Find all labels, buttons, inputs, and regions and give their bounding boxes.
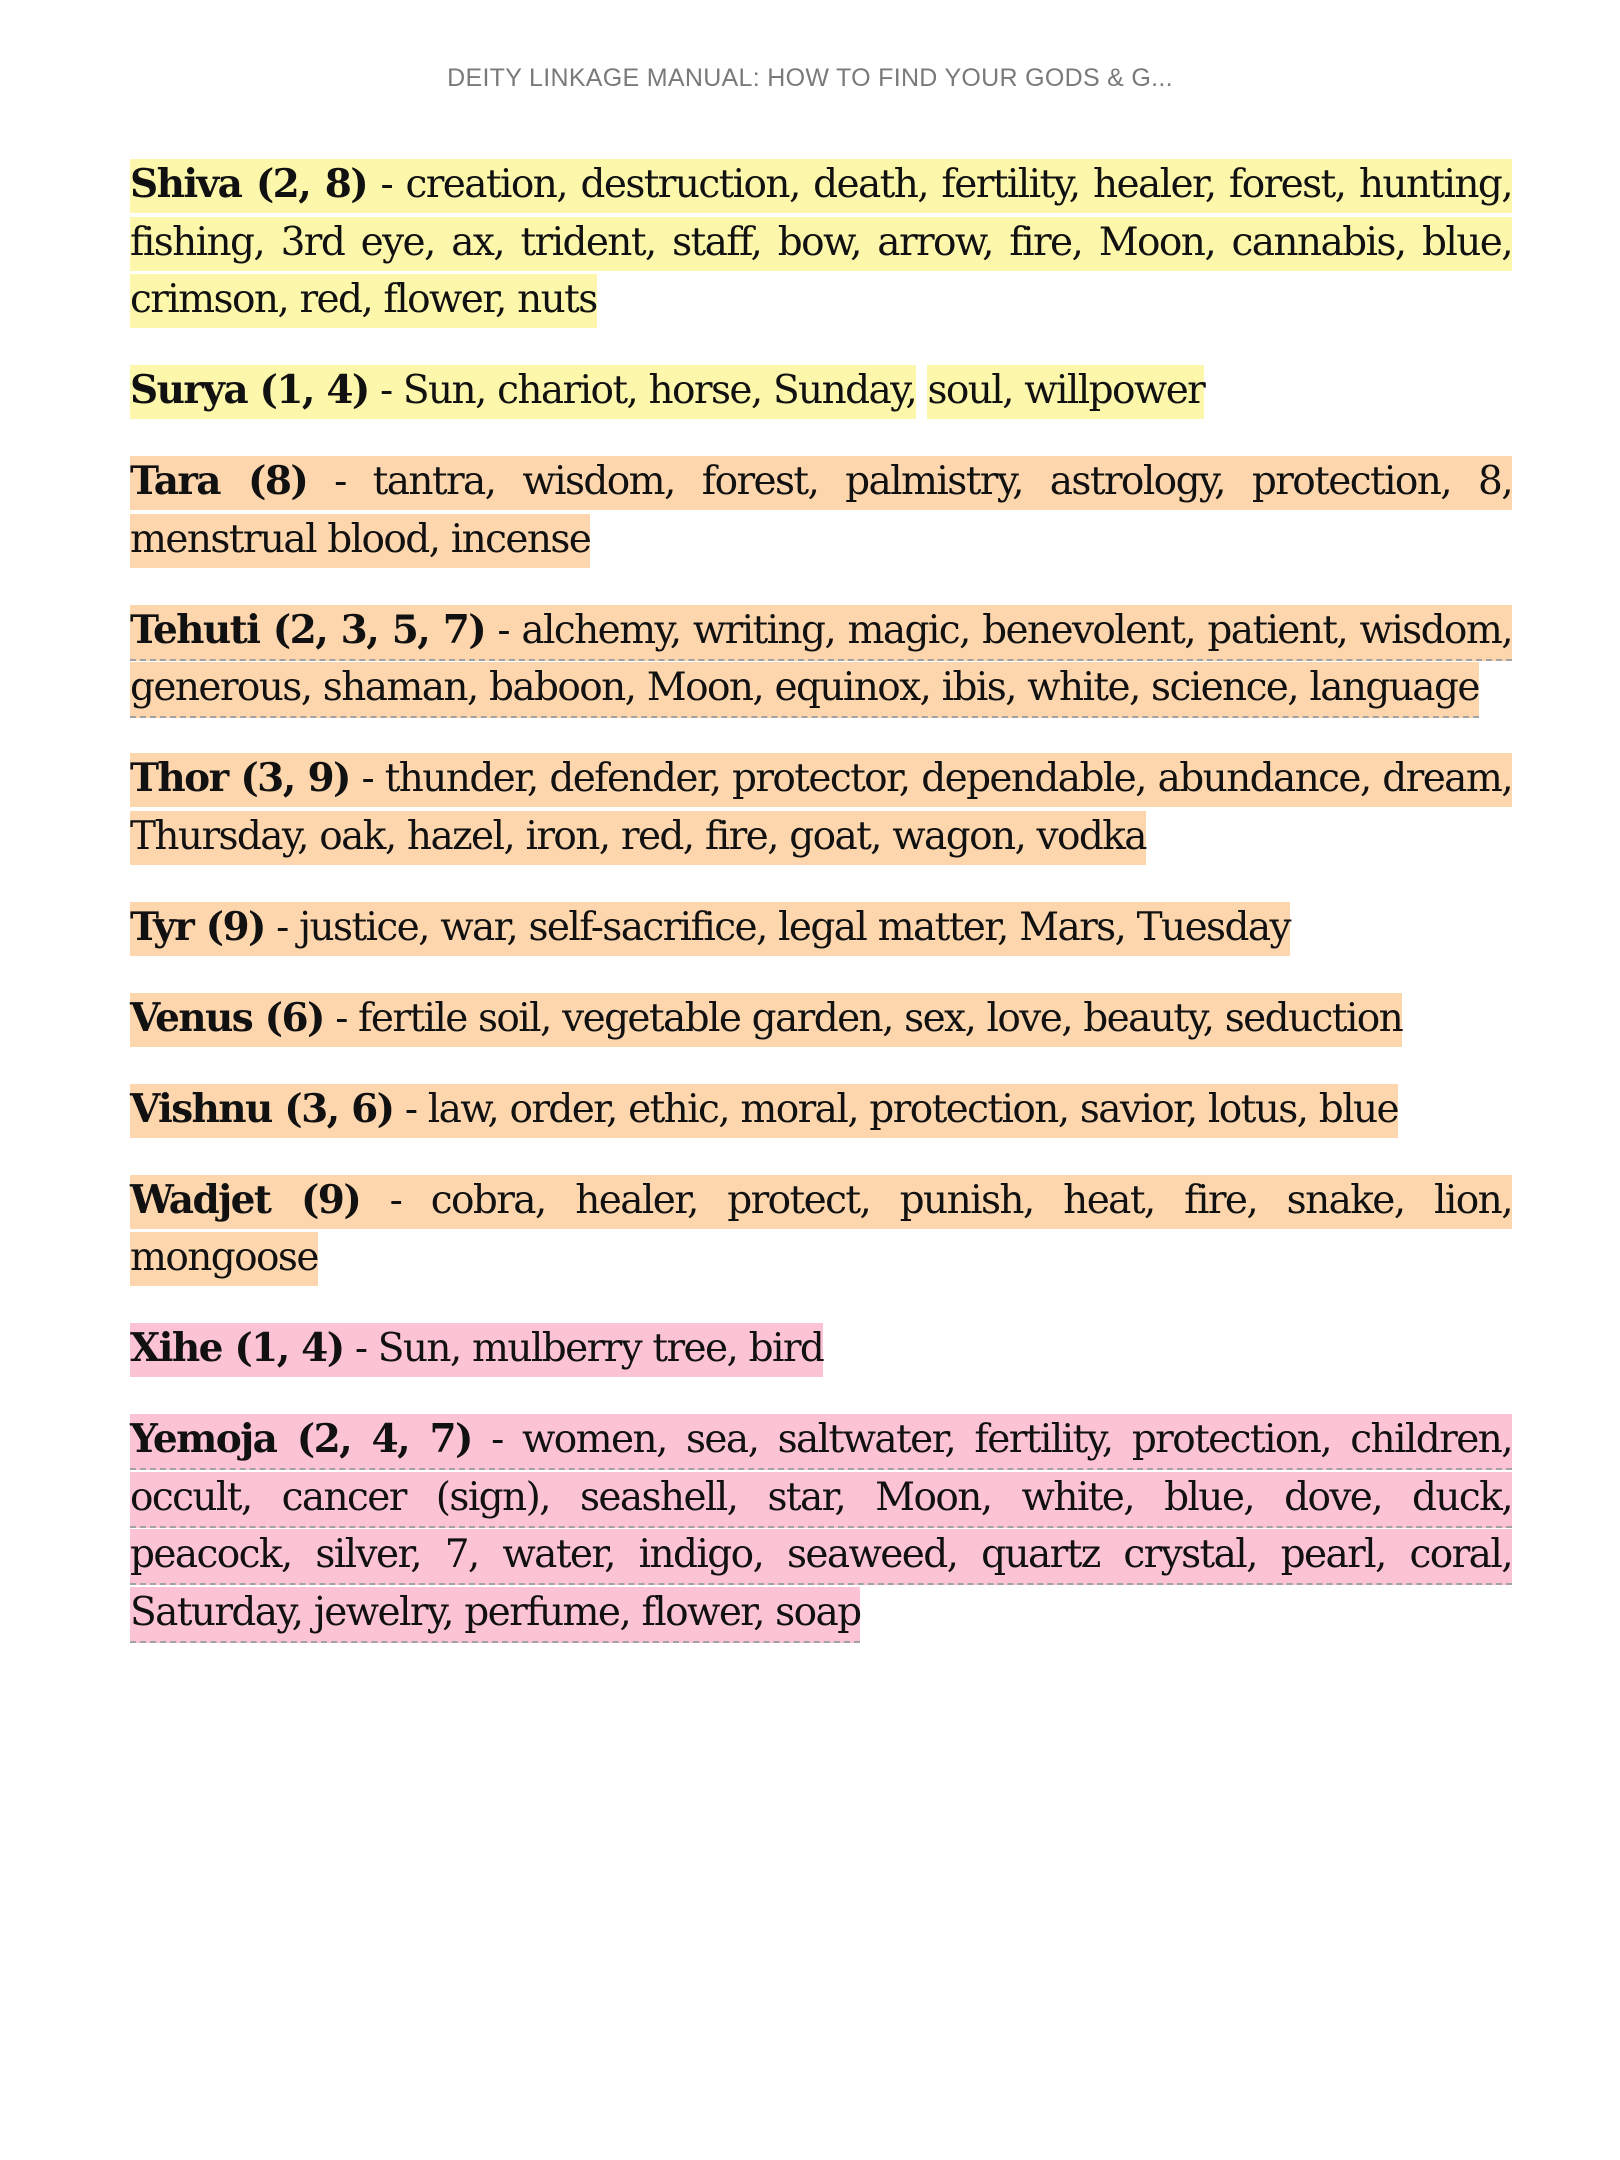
entry-thor	[130, 750, 1512, 865]
deity-name: Tyr (9)	[130, 903, 265, 950]
entry-vishnu	[130, 1081, 1512, 1139]
entry-tyr	[130, 899, 1512, 957]
deity-attributes: - cobra, healer, protect, punish, heat, fire, snake, lion, mongoose	[130, 1177, 1512, 1280]
entry-tara	[130, 453, 1512, 568]
deity-name: Thor (3, 9)	[130, 755, 350, 801]
deity-name: Xihe (1, 4)	[130, 1325, 344, 1371]
highlight-yellow-2[interactable]	[927, 365, 1204, 419]
deity-attributes: - Sun, chariot, horse, Sunday,	[368, 368, 917, 413]
highlight-orange[interactable]	[130, 993, 1402, 1047]
entry-tehuti	[130, 602, 1512, 717]
deity-attributes-continued: soul, willpower	[927, 368, 1205, 413]
highlight-orange[interactable]	[130, 456, 1512, 568]
highlight-orange[interactable]	[130, 902, 1290, 956]
entry-shiva	[130, 156, 1512, 329]
deity-attributes: - tantra, wisdom, forest, palmistry, astrology, protection, 8, menstrual blood, incense	[130, 459, 1512, 562]
deity-name: Surya (1, 4)	[130, 367, 369, 413]
deity-name: Shiva (2, 8)	[130, 161, 368, 207]
deity-attributes: - Sun, mulberry tree, bird	[343, 1326, 824, 1371]
highlight-orange[interactable]	[130, 1175, 1512, 1287]
deity-name: Wadjet (9)	[130, 1176, 361, 1223]
highlight-orange[interactable]	[130, 753, 1512, 865]
deity-attributes: - law, order, ethic, moral, protection, savior, lotus, blue	[393, 1086, 1399, 1132]
highlight-pink-with-note[interactable]	[130, 1414, 1512, 1643]
deity-name: Tara (8)	[130, 458, 308, 504]
highlight-pink[interactable]	[130, 1323, 823, 1377]
entry-yemoja	[130, 1411, 1512, 1641]
highlight-orange-with-note[interactable]	[130, 605, 1512, 719]
entry-wadjet	[130, 1172, 1512, 1287]
deity-attributes: - justice, war, self-sacrifice, legal matter, Mars, Tuesday	[264, 904, 1290, 950]
deity-name: Vishnu (3, 6)	[130, 1085, 394, 1132]
deity-attributes: - fertile soil, vegetable garden, sex, love, beauty, seduction	[323, 995, 1403, 1041]
deity-name: Yemoja (2, 4, 7)	[130, 1416, 472, 1462]
deity-name: Tehuti (2, 3, 5, 7)	[130, 606, 486, 653]
book-title: DEITY LINKAGE MANUAL: HOW TO FIND YOUR GODS & G...	[447, 64, 1173, 92]
entry-xihe	[130, 1320, 1512, 1378]
deity-attributes: - women, sea, saltwater, fertility, protection, children, occult, cancer (sign), seashell, star, Moon, white, blue, dove, duck, peacock, silver, 7, water, indigo, seaweed, quartz crystal, pearl, coral, Saturday, jewelry, perfume, flower, soap	[130, 1417, 1512, 1635]
deity-attributes: - alchemy, writing, magic, benevolent, patient, wisdom, generous, shaman, baboon, Moon, equinox, ibis, white, science, language	[130, 607, 1512, 710]
deity-attributes: - creation, destruction, death, fertility, healer, forest, hunting, fishing, 3rd eye, ax, trident, staff, bow, arrow, fire, Moon, cannabis, blue, crimson, red, flower, nuts	[130, 162, 1512, 322]
deity-name: Venus (6)	[130, 994, 324, 1041]
highlight-yellow[interactable]	[130, 159, 1512, 328]
entry-surya	[130, 362, 1512, 420]
entry-venus	[130, 990, 1512, 1048]
highlight-orange[interactable]	[130, 1084, 1398, 1138]
page-content	[130, 156, 1512, 1675]
deity-attributes: - thunder, defender, protector, dependable, abundance, dream, Thursday, oak, hazel, iron, red, fire, goat, wagon, vodka	[130, 756, 1513, 859]
highlight-yellow[interactable]	[130, 365, 916, 419]
